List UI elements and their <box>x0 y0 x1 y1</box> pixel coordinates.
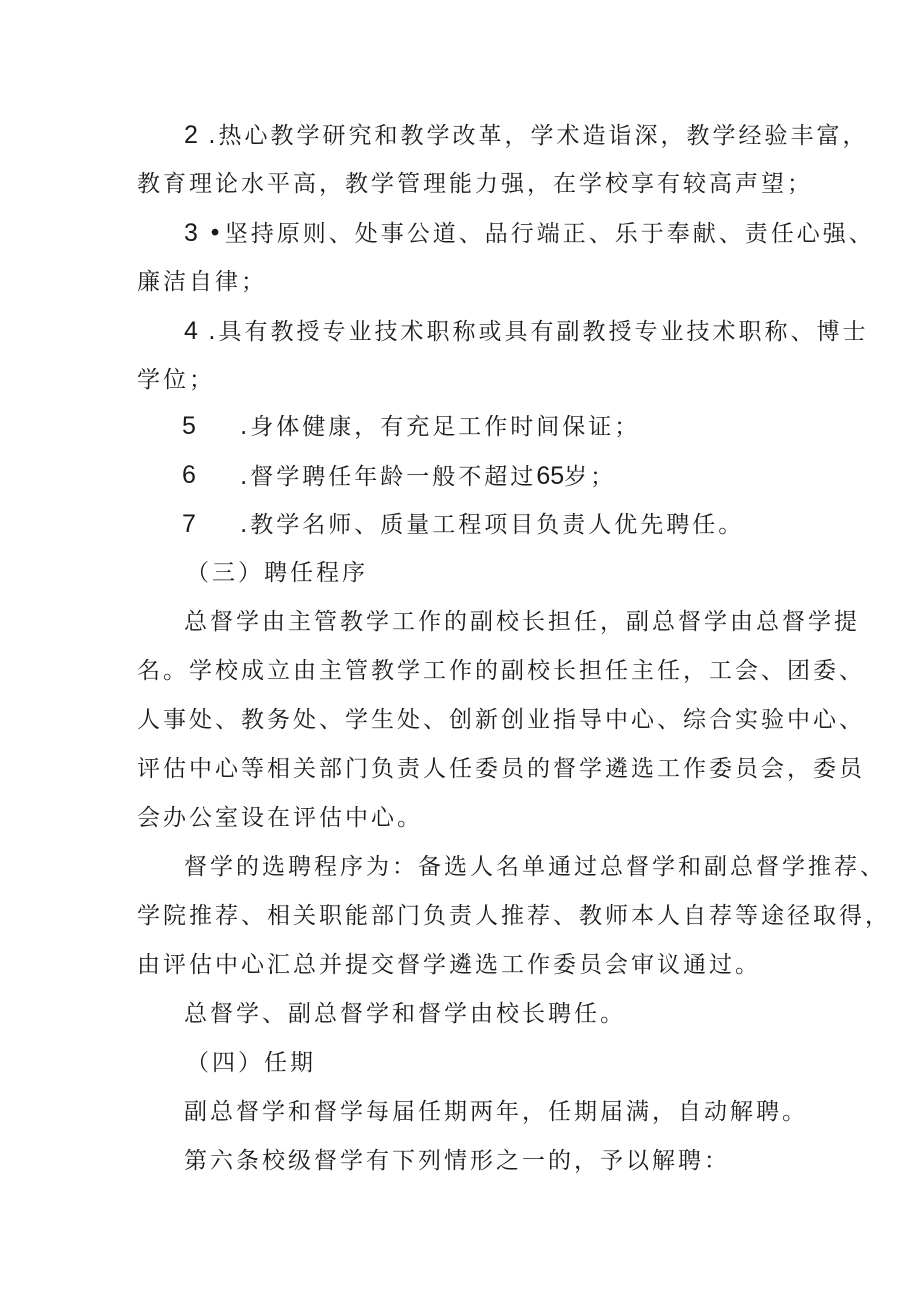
section-3-para-1-line-1: 总督学由主管教学工作的副校长担任，副总督学由总督学提 <box>184 609 860 635</box>
section-3-para-2-line-1: 督学的选聘程序为：备选人名单通过总督学和副总督学推荐、 <box>184 854 886 880</box>
item-6-text <box>240 460 616 493</box>
section-4-heading: （四）任期 <box>186 1050 316 1076</box>
item-6-text-before: .督学聘任年龄一般不超过 <box>240 464 537 490</box>
item-3-number: 3 <box>184 219 198 247</box>
section-4-para-1: 副总督学和督学每届任期两年，任期届满，自动解聘。 <box>184 1099 808 1125</box>
item-6-text-after: 岁； <box>564 464 617 490</box>
item-7-number: 7 <box>182 510 196 538</box>
item-3-line-1 <box>184 217 875 250</box>
item-2-number: 2 <box>184 121 198 149</box>
section-3-para-1-line-4: 评估中心等相关部门负责人任委员的督学遴选工作委员会，委员 <box>137 756 865 782</box>
section-3-para-1-line-2: 名。学校成立由主管教学工作的副校长担任主任，工会、团委、 <box>137 658 865 684</box>
section-3-para-3: 总督学、副总督学和督学由校长聘任。 <box>184 1001 626 1027</box>
section-3-para-1-line-5: 会办公室设在评估中心。 <box>137 805 423 831</box>
item-6-number: 6 <box>182 461 196 489</box>
item-2-line-1 <box>184 119 869 152</box>
item-3-text-1: •坚持原则、处事公道、品行端正、乐于奉献、责任心强、 <box>197 221 875 247</box>
item-6-age: 65 <box>536 462 565 490</box>
item-3-line-2: 廉洁自律； <box>137 269 267 295</box>
item-2-text-1: .热心教学研究和教学改革，学术造诣深，教学经验丰富， <box>197 123 869 149</box>
item-4-line-2: 学位； <box>137 367 215 393</box>
item-7-text: .教学名师、质量工程项目负责人优先聘任。 <box>240 512 745 538</box>
item-2-line-2: 教育理论水平高，教学管理能力强，在学校享有较高声望； <box>137 171 813 197</box>
section-3-para-2-line-2: 学院推荐、相关职能部门负责人推荐、教师本人自荐等途径取得， <box>137 903 891 929</box>
item-4-number: 4 <box>184 317 198 345</box>
article-6-heading: 第六条校级督学有下列情形之一的，予以解聘： <box>184 1148 730 1174</box>
item-5-text: .身体健康，有充足工作时间保证； <box>240 414 641 440</box>
section-3-heading: （三）聘任程序 <box>186 560 368 586</box>
item-4-text-1: .具有教授专业技术职称或具有副教授专业技术职称、博士 <box>197 319 869 345</box>
item-5-number: 5 <box>182 412 196 440</box>
section-3-para-2-line-3: 由评估中心汇总并提交督学遴选工作委员会审议通过。 <box>137 952 761 978</box>
section-3-para-1-line-3: 人事处、教务处、学生处、创新创业指导中心、综合实验中心、 <box>137 707 865 733</box>
item-4-line-1 <box>184 315 869 348</box>
